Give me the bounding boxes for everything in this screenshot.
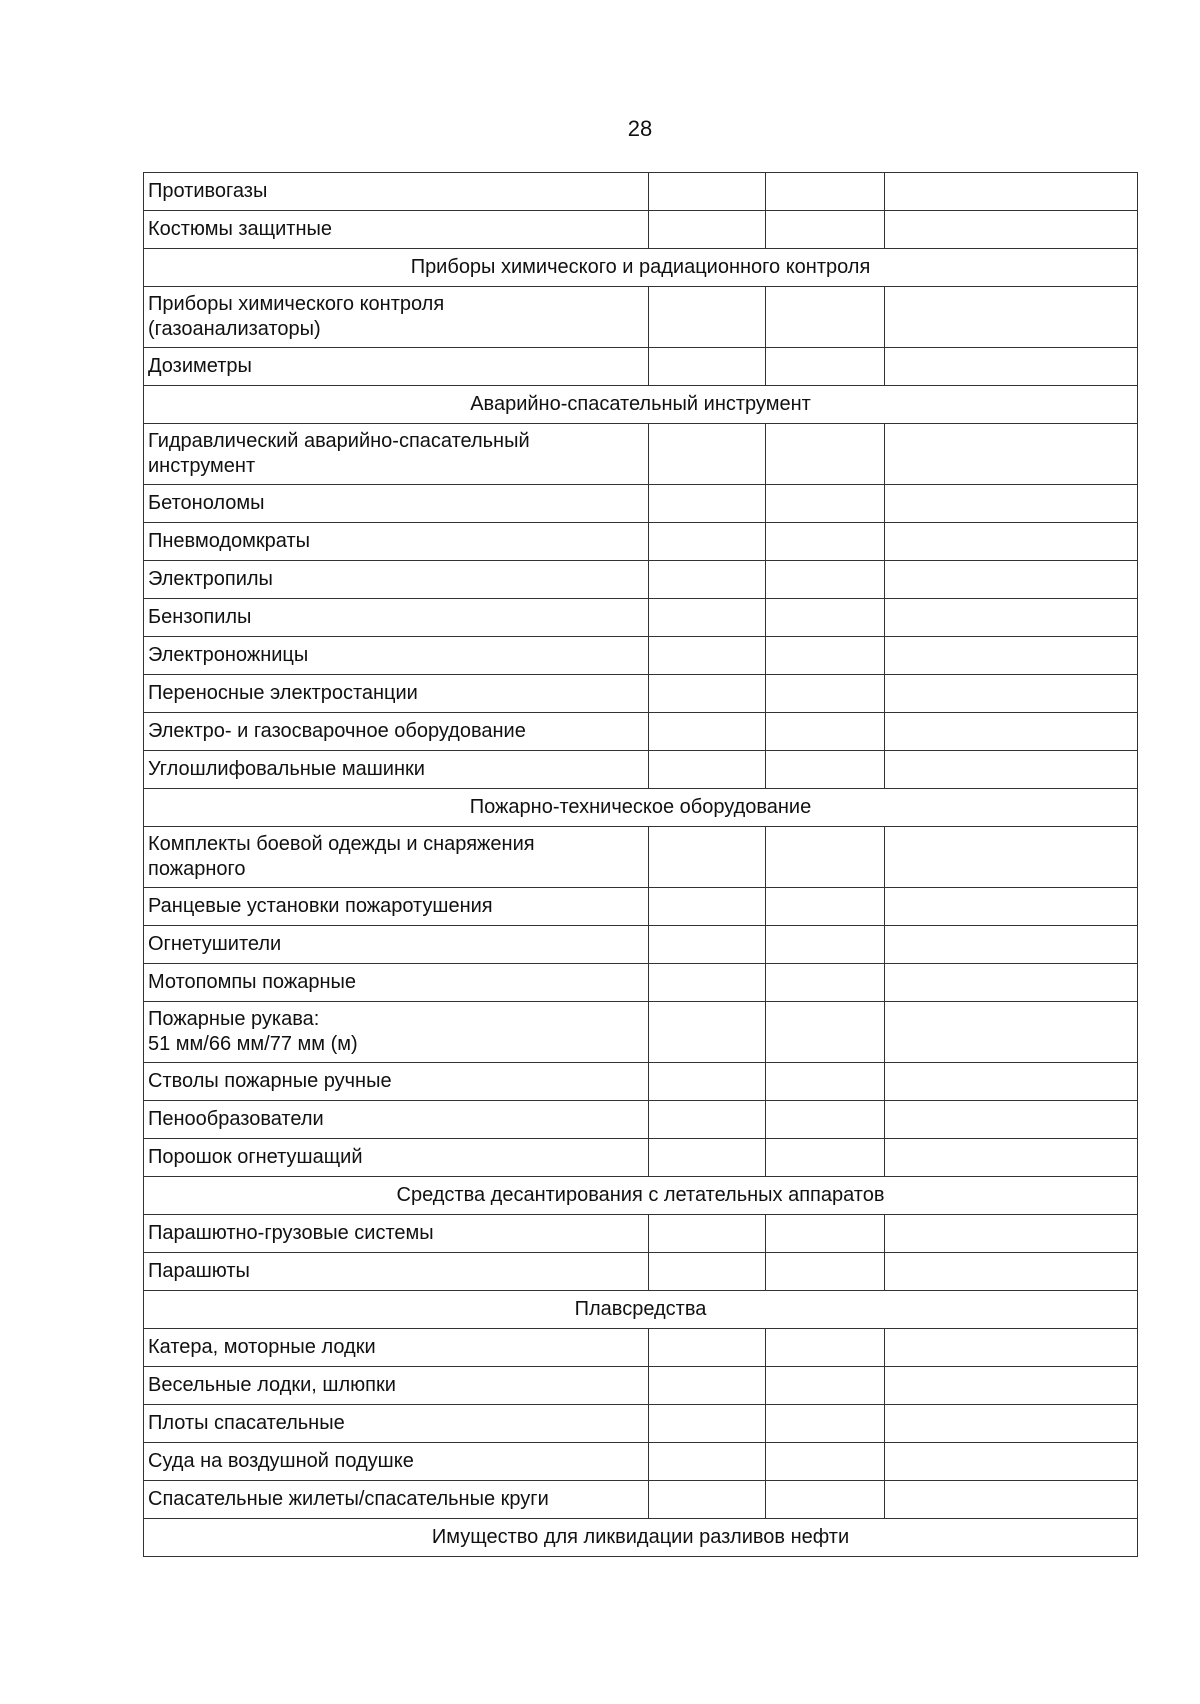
empty-value-cell [766,348,885,386]
item-name-cell: Переносные электростанции [144,675,649,713]
equipment-table [143,172,1138,1557]
table-row [144,173,1138,211]
empty-value-cell [885,751,1138,789]
section-header-row [144,789,1138,827]
table-row [144,1443,1138,1481]
empty-value-cell [649,1481,766,1519]
section-title: Приборы химического и радиационного контроля [144,249,1138,287]
empty-value-cell [885,1139,1138,1177]
item-name-cell: Приборы химического контроля (газоанализаторы) [144,287,649,348]
empty-value-cell [649,827,766,888]
empty-value-cell [766,675,885,713]
item-name-cell: Комплекты боевой одежды и снаряжения пожарного [144,827,649,888]
item-name-cell: Бензопилы [144,599,649,637]
section-header-row [144,1519,1138,1557]
item-name-cell: Мотопомпы пожарные [144,964,649,1002]
empty-value-cell [649,888,766,926]
table-row [144,1367,1138,1405]
item-name-cell: Электроножницы [144,637,649,675]
empty-value-cell [766,424,885,485]
empty-value-cell [766,1002,885,1063]
empty-value-cell [649,1405,766,1443]
empty-value-cell [649,1002,766,1063]
empty-value-cell [649,599,766,637]
item-name-cell: Плоты спасательные [144,1405,649,1443]
empty-value-cell [885,827,1138,888]
item-name-cell: Электропилы [144,561,649,599]
item-name-cell: Пожарные рукава: 51 мм/66 мм/77 мм (м) [144,1002,649,1063]
empty-value-cell [885,1329,1138,1367]
empty-value-cell [649,485,766,523]
empty-value-cell [766,1139,885,1177]
empty-value-cell [766,1481,885,1519]
section-header-row [144,249,1138,287]
item-name-cell: Весельные лодки, шлюпки [144,1367,649,1405]
empty-value-cell [649,964,766,1002]
empty-value-cell [885,287,1138,348]
empty-value-cell [766,173,885,211]
empty-value-cell [649,1139,766,1177]
table-row [144,485,1138,523]
empty-value-cell [766,523,885,561]
empty-value-cell [649,348,766,386]
section-title: Средства десантирования с летательных аппаратов [144,1177,1138,1215]
table-row [144,523,1138,561]
empty-value-cell [885,485,1138,523]
empty-value-cell [766,1215,885,1253]
item-name-cell: Пенообразователи [144,1101,649,1139]
item-name-cell: Порошок огнетушащий [144,1139,649,1177]
item-name-cell: Костюмы защитные [144,211,649,249]
empty-value-cell [885,1405,1138,1443]
empty-value-cell [885,637,1138,675]
item-name-cell: Бетоноломы [144,485,649,523]
empty-value-cell [649,287,766,348]
table-row [144,1253,1138,1291]
item-name-cell: Ранцевые установки пожаротушения [144,888,649,926]
empty-value-cell [649,424,766,485]
item-name-cell: Парашютно-грузовые системы [144,1215,649,1253]
empty-value-cell [885,599,1138,637]
empty-value-cell [766,1329,885,1367]
empty-value-cell [766,637,885,675]
table-row [144,1101,1138,1139]
empty-value-cell [885,926,1138,964]
item-name-cell: Углошлифовальные машинки [144,751,649,789]
empty-value-cell [766,1443,885,1481]
empty-value-cell [649,173,766,211]
empty-value-cell [649,523,766,561]
section-header-row [144,1291,1138,1329]
equipment-table-body [144,173,1138,1557]
section-title: Плавсредства [144,1291,1138,1329]
section-header-row [144,386,1138,424]
empty-value-cell [885,1367,1138,1405]
table-row [144,637,1138,675]
item-name-cell: Катера, моторные лодки [144,1329,649,1367]
item-name-cell: Электро- и газосварочное оборудование [144,713,649,751]
empty-value-cell [649,926,766,964]
empty-value-cell [766,561,885,599]
empty-value-cell [766,1253,885,1291]
section-title: Аварийно-спасательный инструмент [144,386,1138,424]
table-row [144,1405,1138,1443]
empty-value-cell [649,1329,766,1367]
section-title: Имущество для ликвидации разливов нефти [144,1519,1138,1557]
empty-value-cell [766,827,885,888]
table-row [144,348,1138,386]
empty-value-cell [649,713,766,751]
empty-value-cell [766,926,885,964]
empty-value-cell [766,211,885,249]
table-row [144,926,1138,964]
empty-value-cell [766,599,885,637]
table-row [144,713,1138,751]
empty-value-cell [649,1215,766,1253]
item-name-cell: Пневмодомкраты [144,523,649,561]
empty-value-cell [885,561,1138,599]
empty-value-cell [885,173,1138,211]
table-row [144,424,1138,485]
table-row [144,675,1138,713]
item-name-cell: Дозиметры [144,348,649,386]
empty-value-cell [885,1101,1138,1139]
table-row [144,827,1138,888]
table-row [144,1481,1138,1519]
item-name-cell: Суда на воздушной подушке [144,1443,649,1481]
empty-value-cell [885,964,1138,1002]
empty-value-cell [766,1101,885,1139]
table-row [144,751,1138,789]
table-row [144,1215,1138,1253]
table-row [144,1063,1138,1101]
table-row [144,211,1138,249]
empty-value-cell [649,637,766,675]
empty-value-cell [649,751,766,789]
empty-value-cell [885,888,1138,926]
empty-value-cell [885,713,1138,751]
empty-value-cell [766,713,885,751]
empty-value-cell [885,675,1138,713]
empty-value-cell [885,424,1138,485]
table-row [144,888,1138,926]
empty-value-cell [649,561,766,599]
empty-value-cell [885,1443,1138,1481]
empty-value-cell [885,1253,1138,1291]
empty-value-cell [766,1405,885,1443]
table-row [144,1002,1138,1063]
table-row [144,964,1138,1002]
item-name-cell: Противогазы [144,173,649,211]
item-name-cell: Гидравлический аварийно-спасательный инструмент [144,424,649,485]
empty-value-cell [885,1481,1138,1519]
table-row [144,1139,1138,1177]
empty-value-cell [649,1253,766,1291]
table-row [144,1329,1138,1367]
empty-value-cell [766,485,885,523]
empty-value-cell [885,348,1138,386]
empty-value-cell [649,1063,766,1101]
empty-value-cell [885,1063,1138,1101]
table-row [144,599,1138,637]
empty-value-cell [766,964,885,1002]
empty-value-cell [766,888,885,926]
empty-value-cell [766,1063,885,1101]
empty-value-cell [649,675,766,713]
section-header-row [144,1177,1138,1215]
item-name-cell: Стволы пожарные ручные [144,1063,649,1101]
empty-value-cell [766,287,885,348]
empty-value-cell [885,523,1138,561]
empty-value-cell [649,211,766,249]
empty-value-cell [649,1367,766,1405]
empty-value-cell [885,1002,1138,1063]
item-name-cell: Огнетушители [144,926,649,964]
item-name-cell: Спасательные жилеты/спасательные круги [144,1481,649,1519]
table-row [144,287,1138,348]
table-row [144,561,1138,599]
empty-value-cell [766,751,885,789]
empty-value-cell [885,1215,1138,1253]
empty-value-cell [649,1443,766,1481]
empty-value-cell [649,1101,766,1139]
page-number: 28 [627,116,653,141]
empty-value-cell [885,211,1138,249]
item-name-cell: Парашюты [144,1253,649,1291]
section-title: Пожарно-техническое оборудование [144,789,1138,827]
empty-value-cell [766,1367,885,1405]
